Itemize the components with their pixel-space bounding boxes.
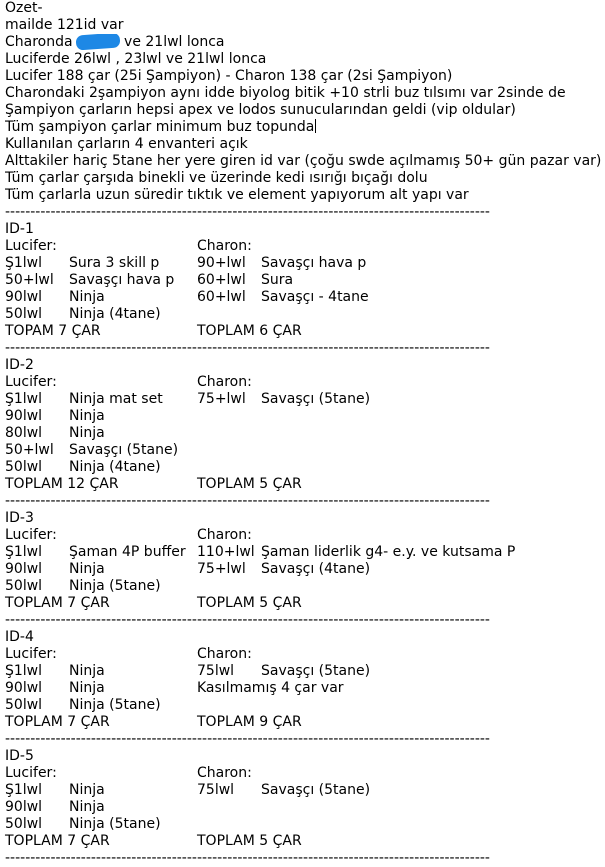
charon-cell: 75+lwl <box>197 561 246 577</box>
charon-cell: 75lwl <box>197 782 235 798</box>
charon-cell: 60+lwl <box>197 289 246 305</box>
column-headers <box>5 765 603 782</box>
charon-cell: 75lwl <box>197 663 235 679</box>
lucifer-cell: Ninja (5tane) <box>69 697 161 713</box>
lucifer-label: Lucifer: <box>5 374 57 390</box>
charon-cell: Şaman liderlik g4- e.y. ve kutsama P <box>261 544 516 560</box>
lucifer-cell: 50+lwl <box>5 442 54 458</box>
separator-line: ------------------------------------------------------------------------------------------------ <box>5 850 490 866</box>
lucifer-cell: Ninja <box>69 782 105 798</box>
lucifer-cell: 90lwl <box>5 408 43 424</box>
column-headers <box>5 527 603 544</box>
lucifer-cell: Ninja mat set <box>69 391 163 407</box>
lucifer-cell: Ninja <box>69 425 105 441</box>
id-heading: ID-3 <box>5 510 34 526</box>
charon-cell: Savaşçı (5tane) <box>261 663 371 679</box>
id-heading: ID-1 <box>5 221 34 237</box>
summary-line: Tüm çarlar çarşıda binekli ve üzerinde kedi ısırığı bıçağı dolu <box>5 170 428 186</box>
charon-label: Charon: <box>197 646 252 662</box>
lucifer-cell: Ninja <box>69 799 105 815</box>
charon-cell: 60+lwl <box>197 272 246 288</box>
totals-row <box>5 714 603 731</box>
summary-line: mailde 121id var <box>5 17 124 33</box>
lucifer-cell: 50lwl <box>5 459 43 475</box>
column-headers <box>5 374 603 391</box>
charon-total: TOPLAM 5 ÇAR <box>197 595 302 611</box>
character-row <box>5 578 603 595</box>
lucifer-cell: Ninja <box>69 289 105 305</box>
character-row <box>5 391 603 408</box>
id-heading: ID-2 <box>5 357 34 373</box>
lucifer-cell: Ninja <box>69 561 105 577</box>
lucifer-cell: 90lwl <box>5 561 43 577</box>
charon-cell: 75+lwl <box>197 391 246 407</box>
summary-line-part: ve 21lwl lonca <box>124 34 225 50</box>
summary-line: Luciferde 26lwl , 23lwl ve 21lwl lonca <box>5 51 267 67</box>
separator-line: ------------------------------------------------------------------------------------------------ <box>5 340 490 356</box>
charon-total: TOPLAM 9 ÇAR <box>197 714 302 730</box>
lucifer-total: TOPLAM 7 ÇAR <box>5 833 110 849</box>
lucifer-cell: Ş1lwl <box>5 782 43 798</box>
character-row <box>5 425 603 442</box>
character-row <box>5 799 603 816</box>
separator-line: ------------------------------------------------------------------------------------------------ <box>5 493 490 509</box>
summary-line: Alttakiler hariç 5tane her yere giren id var (çoğu swde açılmamış 50+ gün pazar var) <box>5 153 602 169</box>
lucifer-total: TOPLAM 7 ÇAR <box>5 595 110 611</box>
lucifer-cell: Savaşçı (5tane) <box>69 442 179 458</box>
lucifer-label: Lucifer: <box>5 238 57 254</box>
totals-row <box>5 833 603 850</box>
charon-cell: Savaşçı (5tane) <box>261 782 371 798</box>
lucifer-label: Lucifer: <box>5 646 57 662</box>
lucifer-total: TOPLAM 7 ÇAR <box>5 714 110 730</box>
character-row <box>5 663 603 680</box>
totals-row <box>5 595 603 612</box>
lucifer-cell: Sura 3 skill p <box>69 255 160 271</box>
character-row <box>5 408 603 425</box>
summary-title: Özet- <box>5 0 43 16</box>
lucifer-cell: Şaman 4P buffer <box>69 544 186 560</box>
charon-cell: Savaşçı hava p <box>261 255 367 271</box>
lucifer-cell: Ninja <box>69 680 105 696</box>
separator-line: ------------------------------------------------------------------------------------------------ <box>5 731 490 747</box>
summary-line: Tüm çarlarla uzun süredir tıktık ve element yapıyorum alt yapı var <box>5 187 469 203</box>
character-row <box>5 544 603 561</box>
lucifer-cell: Ş1lwl <box>5 255 43 271</box>
character-row <box>5 289 603 306</box>
summary-line-text: Tüm şampiyon çarlar minimum buz topunda <box>5 119 315 135</box>
lucifer-cell: 50+lwl <box>5 272 54 288</box>
charon-total: TOPLAM 6 ÇAR <box>197 323 302 339</box>
lucifer-cell: Ninja (4tane) <box>69 459 161 475</box>
lucifer-cell: 90lwl <box>5 799 43 815</box>
character-row <box>5 697 603 714</box>
summary-line-part: Charonda <box>5 34 73 50</box>
lucifer-cell: 90lwl <box>5 289 43 305</box>
character-row <box>5 306 603 323</box>
charon-cell: Savaşçı - 4tane <box>261 289 369 305</box>
lucifer-cell: Savaşçı hava p <box>69 272 175 288</box>
charon-label: Charon: <box>197 765 252 781</box>
charon-label: Charon: <box>197 527 252 543</box>
lucifer-cell: Ş1lwl <box>5 663 43 679</box>
lucifer-total: TOPLAM 12 ÇAR <box>5 476 119 492</box>
character-row <box>5 561 603 578</box>
lucifer-cell: Ş1lwl <box>5 544 43 560</box>
totals-row <box>5 323 603 340</box>
column-headers <box>5 646 603 663</box>
summary-line <box>5 34 603 51</box>
summary-line: Kullanılan çarların 4 envanteri açık <box>5 136 248 152</box>
document-body[interactable] <box>5 0 603 867</box>
charon-cell: Savaşçı (5tane) <box>261 391 371 407</box>
charon-cell: 90+lwl <box>197 255 246 271</box>
character-row <box>5 782 603 799</box>
totals-row <box>5 476 603 493</box>
charon-cell: Kasılmamış 4 çar var <box>197 680 344 696</box>
separator-line: ------------------------------------------------------------------------------------------------ <box>5 612 490 628</box>
charon-cell: 110+lwl <box>197 544 255 560</box>
character-row <box>5 816 603 833</box>
charon-cell: Sura <box>261 272 294 288</box>
id-sections <box>5 221 603 867</box>
lucifer-cell: Ninja (4tane) <box>69 306 161 322</box>
id-heading: ID-5 <box>5 748 34 764</box>
lucifer-label: Lucifer: <box>5 765 57 781</box>
charon-label: Charon: <box>197 374 252 390</box>
lucifer-cell: 50lwl <box>5 306 43 322</box>
lucifer-cell: 90lwl <box>5 680 43 696</box>
charon-total: TOPLAM 5 ÇAR <box>197 833 302 849</box>
summary-line: Şampiyon çarların hepsi apex ve lodos sunucularından geldi (vip oldular) <box>5 102 516 118</box>
lucifer-cell: 80lwl <box>5 425 43 441</box>
lucifer-cell: 50lwl <box>5 697 43 713</box>
lucifer-cell: Ninja (5tane) <box>69 578 161 594</box>
character-row <box>5 459 603 476</box>
character-row <box>5 680 603 697</box>
lucifer-cell: Ninja <box>69 663 105 679</box>
charon-total: TOPLAM 5 ÇAR <box>197 476 302 492</box>
character-row <box>5 442 603 459</box>
lucifer-total: TOPAM 7 ÇAR <box>5 323 101 339</box>
summary-line: Charondaki 2şampiyon aynı idde biyolog bitik +10 strli buz tılsımı var 2sinde de <box>5 85 566 101</box>
text-cursor <box>315 119 316 133</box>
lucifer-cell: 50lwl <box>5 578 43 594</box>
lucifer-label: Lucifer: <box>5 527 57 543</box>
lucifer-cell: Ninja (5tane) <box>69 816 161 832</box>
summary-line: Lucifer 188 çar (25i Şampiyon) - Charon 138 çar (2si Şampiyon) <box>5 68 453 84</box>
charon-cell: Savaşçı (4tane) <box>261 561 371 577</box>
summary-line <box>5 119 603 136</box>
character-row <box>5 255 603 272</box>
column-headers <box>5 238 603 255</box>
redaction-mark <box>75 34 120 51</box>
lucifer-cell: Ninja <box>69 408 105 424</box>
charon-label: Charon: <box>197 238 252 254</box>
lucifer-cell: Ş1lwl <box>5 391 43 407</box>
lucifer-cell: 50lwl <box>5 816 43 832</box>
character-row <box>5 272 603 289</box>
id-heading: ID-4 <box>5 629 34 645</box>
separator-line: ------------------------------------------------------------------------------------------------ <box>5 204 490 220</box>
